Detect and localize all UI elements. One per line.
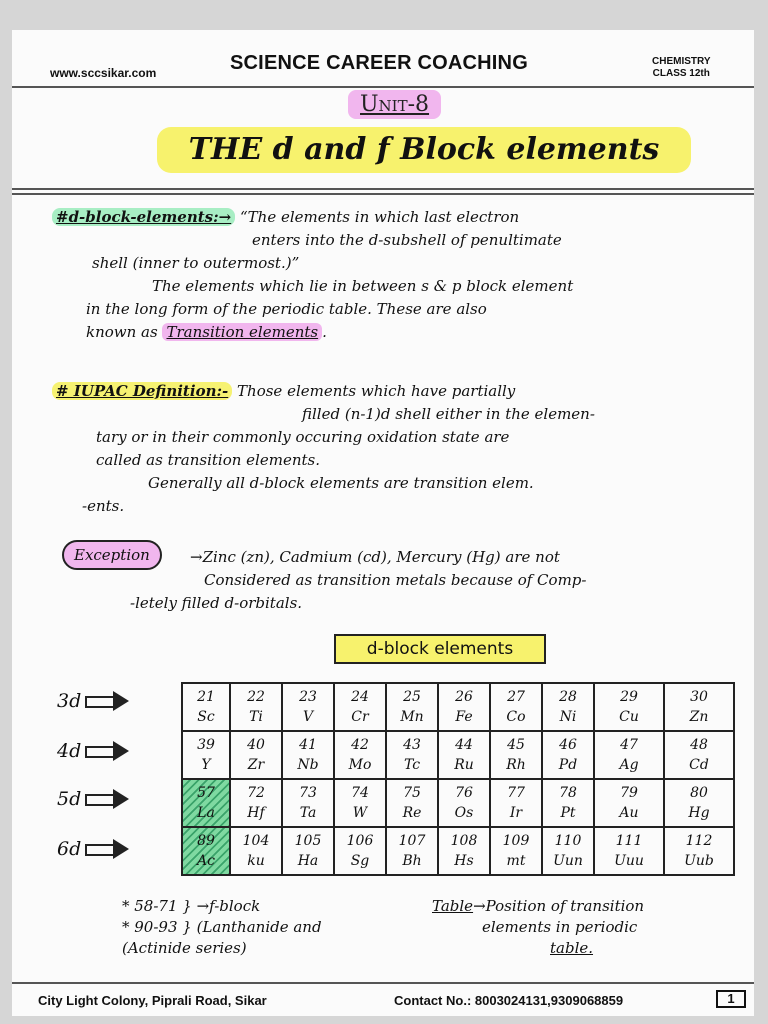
right-arrow-icon: [85, 741, 131, 761]
unit-label: Unit-8: [348, 90, 441, 119]
element-symbol: ku: [247, 853, 265, 869]
element-symbol: Sg: [350, 853, 370, 869]
element-cell: [334, 683, 386, 731]
iupac-line3: tary or in their commonly occuring oxidation state are: [96, 428, 510, 446]
institute-name: SCIENCE CAREER COACHING: [230, 52, 528, 74]
element-cell: [182, 779, 230, 827]
iupac-line4: called as transition elements.: [96, 451, 320, 469]
table-row: [182, 731, 734, 779]
caption-table-word: Table: [432, 897, 474, 915]
element-symbol: Ag: [619, 757, 639, 773]
atomic-number: 74: [351, 785, 369, 801]
atomic-number: 104: [242, 833, 270, 849]
element-symbol: Ha: [297, 853, 319, 869]
element-symbol: Re: [402, 805, 422, 821]
element-symbol: Fe: [455, 709, 473, 725]
transition-elements-highlight: Transition elements: [162, 323, 322, 341]
notes-page: [12, 30, 754, 1016]
dblock-para-line2: in the long form of the periodic table. These are also: [86, 300, 487, 318]
element-cell: [230, 779, 282, 827]
caption-line3: table.: [550, 939, 594, 957]
dblock-heading: #d-block-elements:→: [52, 208, 235, 226]
element-symbol: Hg: [688, 805, 710, 821]
element-symbol: Pd: [558, 757, 578, 773]
element-cell: [490, 827, 542, 875]
fblock-label: →f-block: [196, 897, 261, 915]
element-symbol: Pt: [560, 805, 576, 821]
atomic-number: 48: [690, 737, 708, 753]
atomic-number: 23: [299, 689, 317, 705]
element-symbol: Zn: [689, 709, 709, 725]
atomic-number: 80: [690, 785, 708, 801]
lanthanide-label: (Lanthanide and: [196, 918, 322, 936]
element-symbol: Uun: [553, 853, 583, 869]
element-cell: [282, 683, 334, 731]
element-cell: [334, 779, 386, 827]
element-symbol: Hs: [454, 853, 474, 869]
element-cell: [438, 827, 490, 875]
website-url: www.sccsikar.com: [50, 66, 157, 80]
atomic-number: 107: [398, 833, 426, 849]
element-cell: [490, 779, 542, 827]
element-symbol: V: [302, 709, 314, 725]
class-name: CLASS 12th: [652, 68, 710, 79]
element-cell: [230, 731, 282, 779]
element-cell: [282, 827, 334, 875]
element-cell: [594, 827, 664, 875]
shell-label-4d: 4d: [57, 740, 131, 762]
atomic-number: 112: [685, 833, 713, 849]
atomic-number: 79: [620, 785, 638, 801]
title-divider-bottom: [12, 193, 754, 195]
atomic-number: 45: [507, 737, 525, 753]
chapter-title: THE d and f Block elements: [157, 127, 691, 173]
element-symbol: La: [197, 805, 215, 821]
element-cell: [230, 683, 282, 731]
element-symbol: Rh: [506, 757, 526, 773]
element-cell: [594, 683, 664, 731]
caption-line1: →Position of transition: [473, 897, 645, 915]
dblock-para-line1: The elements which lie in between s & p block element: [152, 277, 574, 295]
element-symbol: Tc: [403, 757, 421, 773]
element-symbol: Cu: [619, 709, 639, 725]
atomic-number: 111: [615, 833, 643, 849]
element-symbol: Ni: [559, 709, 577, 725]
table-row: [182, 779, 734, 827]
page-number: 1: [716, 990, 746, 1008]
atomic-number: 73: [299, 785, 317, 801]
atomic-number: 76: [455, 785, 473, 801]
element-cell: [594, 731, 664, 779]
atomic-number: 22: [247, 689, 265, 705]
footer-contact: Contact No.: 8003024131,9309068859: [394, 993, 624, 1008]
atomic-number: 72: [247, 785, 265, 801]
shell-label-3d: 3d: [57, 690, 131, 712]
element-cell: [438, 683, 490, 731]
element-cell: [438, 731, 490, 779]
dblock-def-line2: enters into the d-subshell of penultimate: [252, 231, 562, 249]
element-cell: [334, 827, 386, 875]
atomic-number: 42: [351, 737, 369, 753]
dblock-periodic-table: [181, 682, 735, 876]
atomic-number: 29: [620, 689, 638, 705]
iupac-heading: # IUPAC Definition:-: [52, 382, 232, 400]
fblock-note: [122, 896, 322, 959]
atomic-number: 47: [620, 737, 638, 753]
dblock-def-line3: shell (inner to outermost.)”: [92, 254, 300, 272]
atomic-number: 110: [554, 833, 582, 849]
element-symbol: Ir: [509, 805, 523, 821]
element-cell: [182, 827, 230, 875]
exception-badge: Exception: [62, 540, 162, 570]
element-symbol: Y: [201, 757, 211, 773]
element-symbol: W: [352, 805, 368, 821]
atomic-number: 108: [450, 833, 478, 849]
element-cell: [386, 731, 438, 779]
dblock-section: #d-block-elements:→ “The elements in which last electron enters into the d-subshell of penultimate shell (inner to outermost.)” The elements which lie in between s & p block element in the long form of the periodic table. These are also known as Transition elements .: [52, 206, 742, 344]
atomic-number: 21: [197, 689, 215, 705]
element-cell: [490, 683, 542, 731]
atomic-number: 109: [502, 833, 530, 849]
atomic-number: 39: [197, 737, 215, 753]
exception-line3: -letely filled d-orbitals.: [130, 594, 303, 612]
element-symbol: Uuu: [614, 853, 644, 869]
element-cell: [490, 731, 542, 779]
element-cell: [386, 779, 438, 827]
right-arrow-icon: [85, 839, 131, 859]
element-symbol: Nb: [297, 757, 319, 773]
atomic-number: 89: [197, 833, 215, 849]
iupac-line5: Generally all d-block elements are transition elem.: [148, 474, 534, 492]
element-symbol: Os: [454, 805, 474, 821]
element-symbol: Zr: [247, 757, 265, 773]
element-symbol: mt: [506, 853, 526, 869]
dblock-def-line1: “The elements in which last electron: [239, 208, 520, 226]
element-cell: [542, 779, 594, 827]
atomic-number: 26: [455, 689, 473, 705]
element-cell: [282, 779, 334, 827]
footer-address: City Light Colony, Piprali Road, Sikar: [38, 993, 267, 1008]
iupac-section: [52, 380, 742, 518]
element-symbol: Ta: [299, 805, 317, 821]
table-row: [182, 827, 734, 875]
shell-label-6d: 6d: [57, 838, 131, 860]
atomic-number: 106: [346, 833, 374, 849]
caption-line2: elements in periodic: [482, 918, 638, 936]
element-cell: [230, 827, 282, 875]
right-arrow-icon: [85, 789, 131, 809]
page-footer: [12, 982, 754, 1016]
atomic-number: 43: [403, 737, 421, 753]
element-symbol: Co: [506, 709, 526, 725]
title-divider-top: [12, 188, 754, 190]
iupac-line6: -ents.: [82, 497, 125, 515]
element-cell: [542, 827, 594, 875]
atomic-number: 27: [507, 689, 525, 705]
iupac-line1: Those elements which have partially: [237, 382, 516, 400]
element-symbol: Bh: [402, 853, 422, 869]
element-cell: [386, 683, 438, 731]
atomic-number: 78: [559, 785, 577, 801]
note-range-1: * 58-71 }: [122, 897, 192, 915]
element-symbol: Au: [619, 805, 639, 821]
element-cell: [664, 779, 734, 827]
element-symbol: Ti: [249, 709, 263, 725]
element-cell: [594, 779, 664, 827]
element-symbol: Sc: [197, 709, 215, 725]
element-cell: [282, 731, 334, 779]
exception-line1: →Zinc (zn), Cadmium (cd), Mercury (Hg) are not: [190, 548, 560, 566]
atomic-number: 28: [559, 689, 577, 705]
subject-label: [652, 56, 711, 80]
note-range-2: * 90-93 }: [122, 918, 192, 936]
element-symbol: Hf: [247, 805, 265, 821]
atomic-number: 40: [247, 737, 265, 753]
element-symbol: Mn: [400, 709, 424, 725]
element-symbol: Ac: [197, 853, 215, 869]
atomic-number: 25: [403, 689, 421, 705]
element-cell: [438, 779, 490, 827]
element-cell: [334, 731, 386, 779]
element-cell: [664, 827, 734, 875]
atomic-number: 75: [403, 785, 421, 801]
element-symbol: Cr: [351, 709, 369, 725]
element-cell: [182, 683, 230, 731]
atomic-number: 77: [507, 785, 525, 801]
atomic-number: 41: [299, 737, 317, 753]
exception-text: [190, 546, 750, 592]
atomic-number: 57: [197, 785, 215, 801]
element-cell: [664, 683, 734, 731]
atomic-number: 46: [559, 737, 577, 753]
element-symbol: Mo: [348, 757, 372, 773]
atomic-number: 30: [690, 689, 708, 705]
table-caption: [432, 896, 644, 959]
element-cell: [542, 683, 594, 731]
element-symbol: Cd: [689, 757, 709, 773]
element-cell: [664, 731, 734, 779]
element-cell: [182, 731, 230, 779]
element-cell: [542, 731, 594, 779]
table-row: [182, 683, 734, 731]
atomic-number: 44: [455, 737, 473, 753]
header-divider: [12, 86, 754, 88]
element-cell: [386, 827, 438, 875]
atomic-number: 105: [294, 833, 322, 849]
atomic-number: 24: [351, 689, 369, 705]
dblock-para-line3: known as: [86, 323, 158, 341]
iupac-line2: filled (n-1)d shell either in the elemen-: [302, 405, 595, 423]
right-arrow-icon: [85, 691, 131, 711]
actinide-label: (Actinide series): [122, 939, 247, 957]
dblock-table-title: d-block elements: [334, 634, 546, 664]
subject-name: CHEMISTRY: [652, 56, 711, 67]
exception-line2: Considered as transition metals because of Comp-: [204, 571, 587, 589]
element-symbol: Uub: [684, 853, 714, 869]
shell-label-5d: 5d: [57, 788, 131, 810]
element-symbol: Ru: [454, 757, 474, 773]
